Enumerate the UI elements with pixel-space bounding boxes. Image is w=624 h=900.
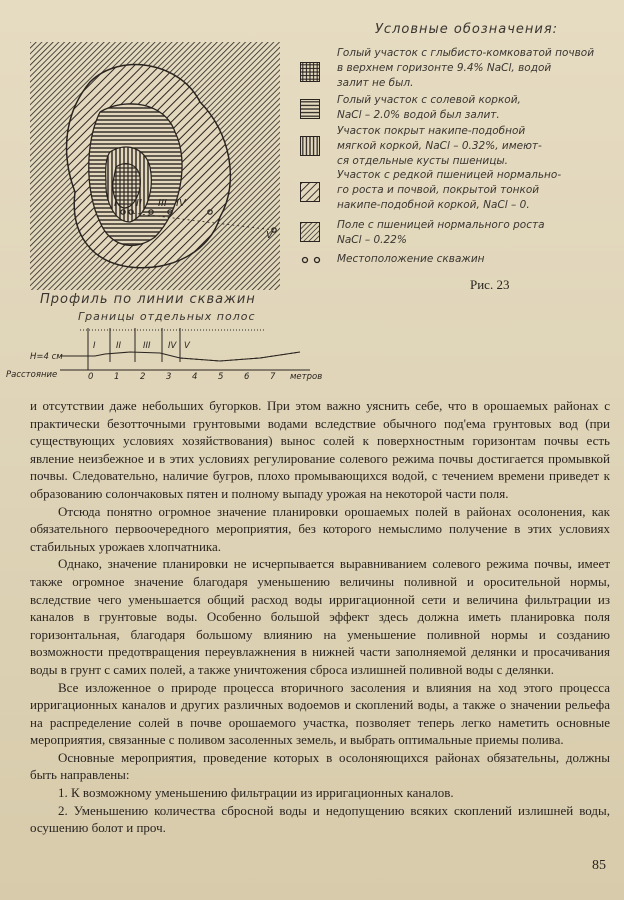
legend-swatch-crosshatch xyxy=(300,62,320,82)
profile-zone-label: III xyxy=(143,341,151,351)
profile-subtitle: Границы отдельных полос xyxy=(78,310,256,323)
profile-diagram xyxy=(0,322,360,384)
body-paragraph: Отсюда понятно огромное значение планировки орошаемых полей в районах осолонения, как обязательного первоочередного мероприятия, без которого немыслимо получение в этих условиях стабильных урожаев хлопчатника. xyxy=(30,503,610,554)
profile-tick: 0 xyxy=(88,372,94,382)
legend-swatch-vertical xyxy=(300,136,320,156)
page-number: 85 xyxy=(592,858,606,873)
profile-zone-label: V xyxy=(184,341,190,351)
field-map xyxy=(30,42,280,290)
profile-tick: 5 xyxy=(218,372,224,382)
figure-caption: Рис. 23 xyxy=(470,277,510,292)
legend-item-2: Голый участок с солевой коркой, NaCl – 2.0% водой был залит. xyxy=(337,94,521,121)
profile-tick: 1 xyxy=(114,372,120,382)
profile-zone-label: IV xyxy=(168,341,177,351)
body-text xyxy=(30,397,610,837)
map-zone-label: II xyxy=(136,198,142,209)
profile-height-label: Н=4 см xyxy=(30,352,63,362)
legend-swatch-diagonal xyxy=(300,182,320,202)
profile-tick: 2 xyxy=(140,372,146,382)
profile-tick: 7 xyxy=(270,372,276,382)
legend-item-3: Участок покрыт накипе-подобной мягкой коркой, NaCl – 0.32%, имеют- ся отдельные кусты пшеницы. xyxy=(337,125,542,167)
profile-tick: 3 xyxy=(166,372,172,382)
list-item: 2. Уменьшению количества сбросной воды и недопущению всяких скоплений излишней воды, осушению болот и проч. xyxy=(30,802,610,836)
legend-swatch-horizontal xyxy=(300,99,320,119)
profile-tick: 6 xyxy=(244,372,250,382)
body-paragraph: и отсутствии даже небольших бугорков. При этом важно уяснить себе, что в орошаемых районах с практически безотточными грунтовыми водами вследствие обычного под'ема грунтовых вод (при существующих условиях хозяйствования) вынос солей к поверхностным горизонтам почвы есть явление неизбежное и в этих условиях регулирование солевого режима почвы достигается промывкой почвы. Следовательно, наличие бугров, плохо промывающихся водой, с течением времени приведет к образованию солончаковых пятен и полному выпаду урожая на некоторой части поля. xyxy=(30,398,610,501)
profile-tick: 4 xyxy=(192,372,198,382)
body-paragraph: Основные мероприятия, проведение которых в осолоняющихся районах обязательны, должны быть направлены: xyxy=(30,749,610,783)
profile-units-label: метров xyxy=(290,372,323,382)
legend-item-4: Участок с редкой пшеницей нормально- го роста и почвой, покрытой тонкой накипе-подобной коркой, NaCl – 0. xyxy=(337,169,562,211)
body-paragraph: Все изложенное о природе процесса вторичного засоления и влияния на ход этого процесса ирригационных каналов и других различных водоемов и скоплений воды, а также о значении рельефа на распределение солей в почве орошаемого участка, позволяет теперь легко наметить основные мероприятия, связанные с поливом засоленных земель, и выбрать оптимальные приемы полива. xyxy=(30,679,610,748)
legend-item-6: Местоположение скважин xyxy=(337,253,485,265)
profile-title: Профиль по линии скважин xyxy=(40,292,256,307)
map-zone-label: I xyxy=(114,198,117,209)
profile-distance-label: Расстояние xyxy=(6,370,58,380)
legend-swatch-dense-diagonal xyxy=(300,222,320,242)
legend-item-1: Голый участок с глыбисто-комковатой почвой в верхнем горизонте 9.4% NaCl, водой залит не был. xyxy=(337,47,595,89)
profile-zone-label: II xyxy=(116,341,122,351)
map-zone-label: V xyxy=(266,230,273,241)
body-paragraph: Однако, значение планировки не исчерпывается выравниванием солевого режима почвы, имеет также огромное значение благодаря уменьшению величины поливной и оросительной нормы, вследствие чего уменьшается общий расход воды ирригационной сети и величина фильтрации из каналов в грунтовые воды. Особенно большой эффект здесь должна иметь планировка поля горизонтальная, благодаря большому влиянию на уменьшение поливной нормы и созданию возможности предотвращения переувлажнения в нижней части заполняемой делянки и просачивания воды в грунт с самих полей, а также уничтожения сброса излишней поливной воды с делянки. xyxy=(30,556,610,677)
list-item: 1. К возможному уменьшению фильтрации из ирригационных каналов. xyxy=(58,785,454,801)
legend-swatch-dots xyxy=(300,254,324,266)
legend-item-5: Поле с пшеницей нормального роста NaCl – 0.22% xyxy=(337,219,545,246)
map-zone-label: III xyxy=(158,198,167,209)
map-zone-label: IV xyxy=(176,198,186,209)
legend-title: Условные обозначения: xyxy=(375,22,559,37)
profile-zone-label: I xyxy=(93,341,96,351)
